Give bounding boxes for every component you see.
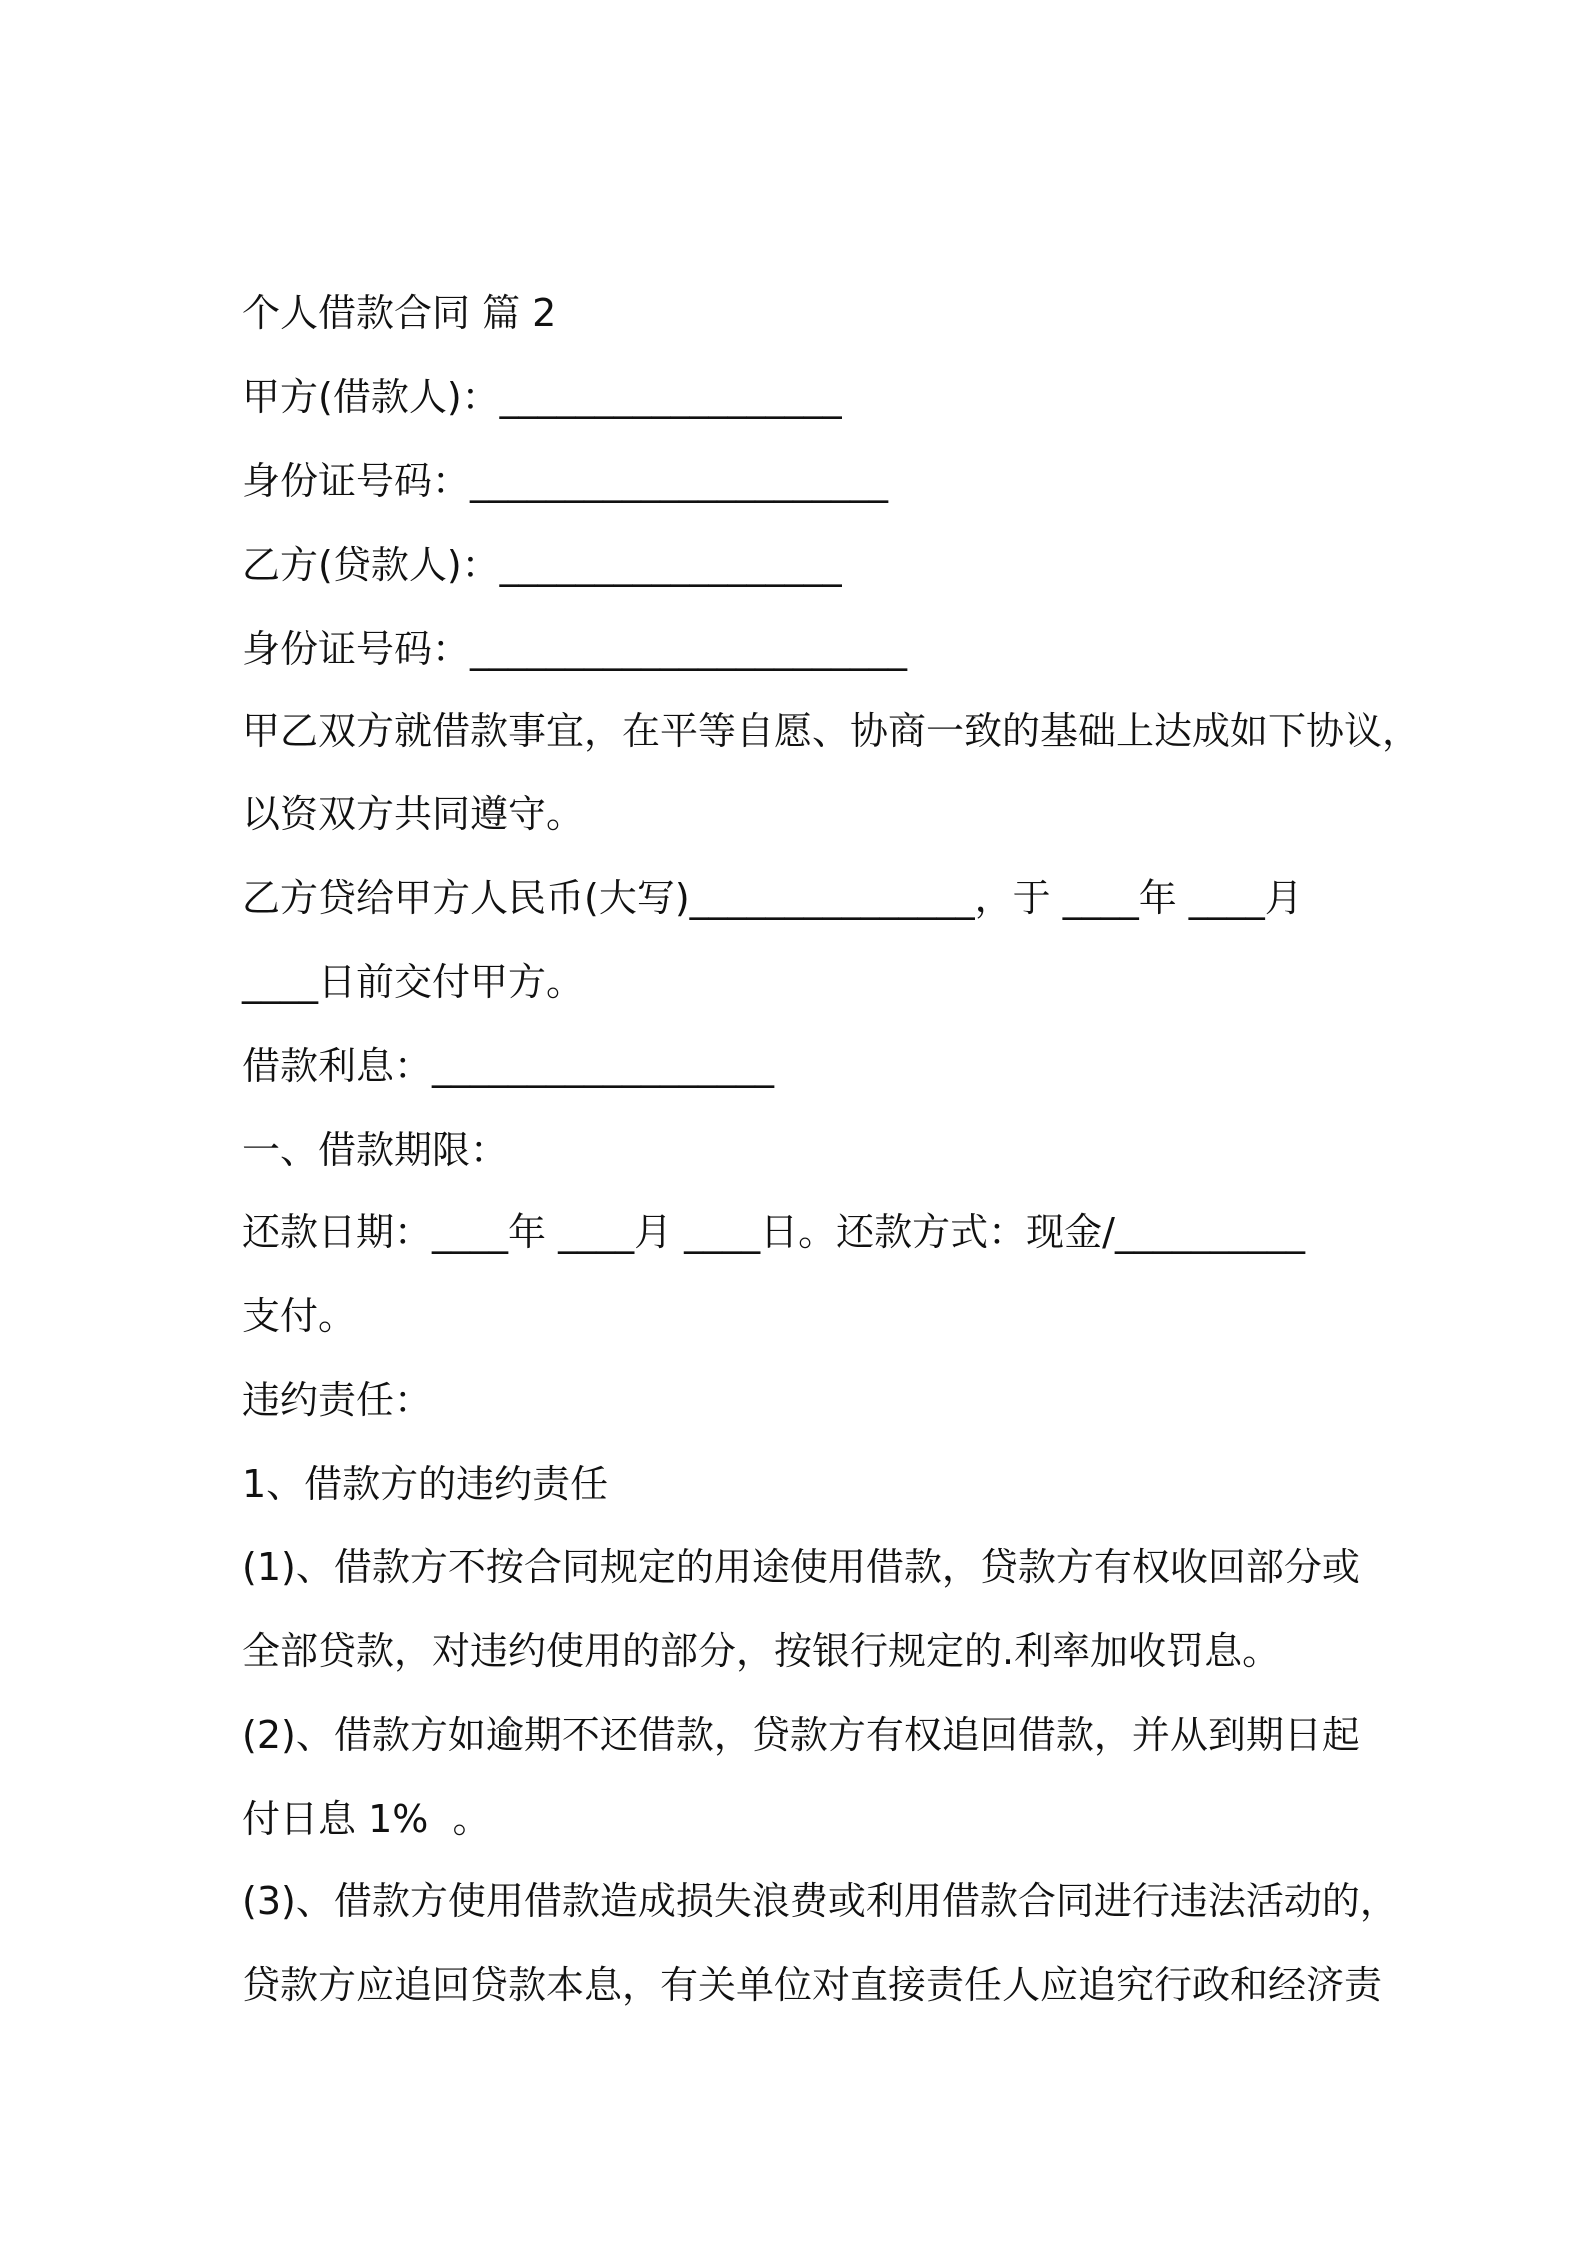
borrower-liability-heading: 1、借款方的违约责任 — [242, 1462, 609, 1506]
agreement-intro-line-2: 以资双方共同遵守。 — [242, 792, 585, 836]
clause-3-line-2: 贷款方应追回贷款本息，有关单位对直接责任人应追究行政和经济责 — [242, 1963, 1383, 2007]
loan-amount-line-2: ____日前交付甲方。 — [242, 960, 585, 1004]
clause-2-line-2: 付日息 1% 。 — [242, 1797, 491, 1841]
repayment-date-line-1: 还款日期：____年 ____月 ____日。还款方式：现金/__________ — [242, 1210, 1305, 1254]
loan-amount-line-1: 乙方贷给甲方人民币(大写)_______________，于 ____年 ____月 — [242, 876, 1303, 920]
party-a-borrower-line: 甲方(借款人)：__________________ — [242, 375, 842, 419]
clause-1-line-1: (1)、借款方不按合同规定的用途使用借款，贷款方有权收回部分或 — [242, 1545, 1360, 1589]
party-b-lender-line: 乙方(贷款人)：__________________ — [242, 543, 842, 587]
agreement-intro-line-1: 甲乙双方就借款事宜，在平等自愿、协商一致的基础上达成如下协议， — [242, 709, 1421, 753]
section-liability-heading: 违约责任： — [242, 1378, 433, 1422]
repayment-date-line-2: 支付。 — [242, 1294, 357, 1338]
clause-2-line-1: (2)、借款方如逾期不还借款，贷款方有权追回借款，并从到期日起 — [242, 1713, 1360, 1757]
party-b-id-number-line: 身份证号码：_______________________ — [242, 627, 908, 671]
document-title: 个人借款合同 篇 2 — [242, 291, 557, 335]
party-a-id-number-line: 身份证号码：______________________ — [242, 459, 889, 503]
clause-3-line-1: (3)、借款方使用借款造成损失浪费或利用借款合同进行违法活动的， — [242, 1879, 1398, 1923]
clause-1-line-2: 全部贷款，对违约使用的部分，按银行规定的.利率加收罚息。 — [242, 1629, 1281, 1673]
section-loan-term-heading: 一、借款期限： — [242, 1128, 509, 1172]
loan-interest-line: 借款利息：__________________ — [242, 1044, 775, 1088]
